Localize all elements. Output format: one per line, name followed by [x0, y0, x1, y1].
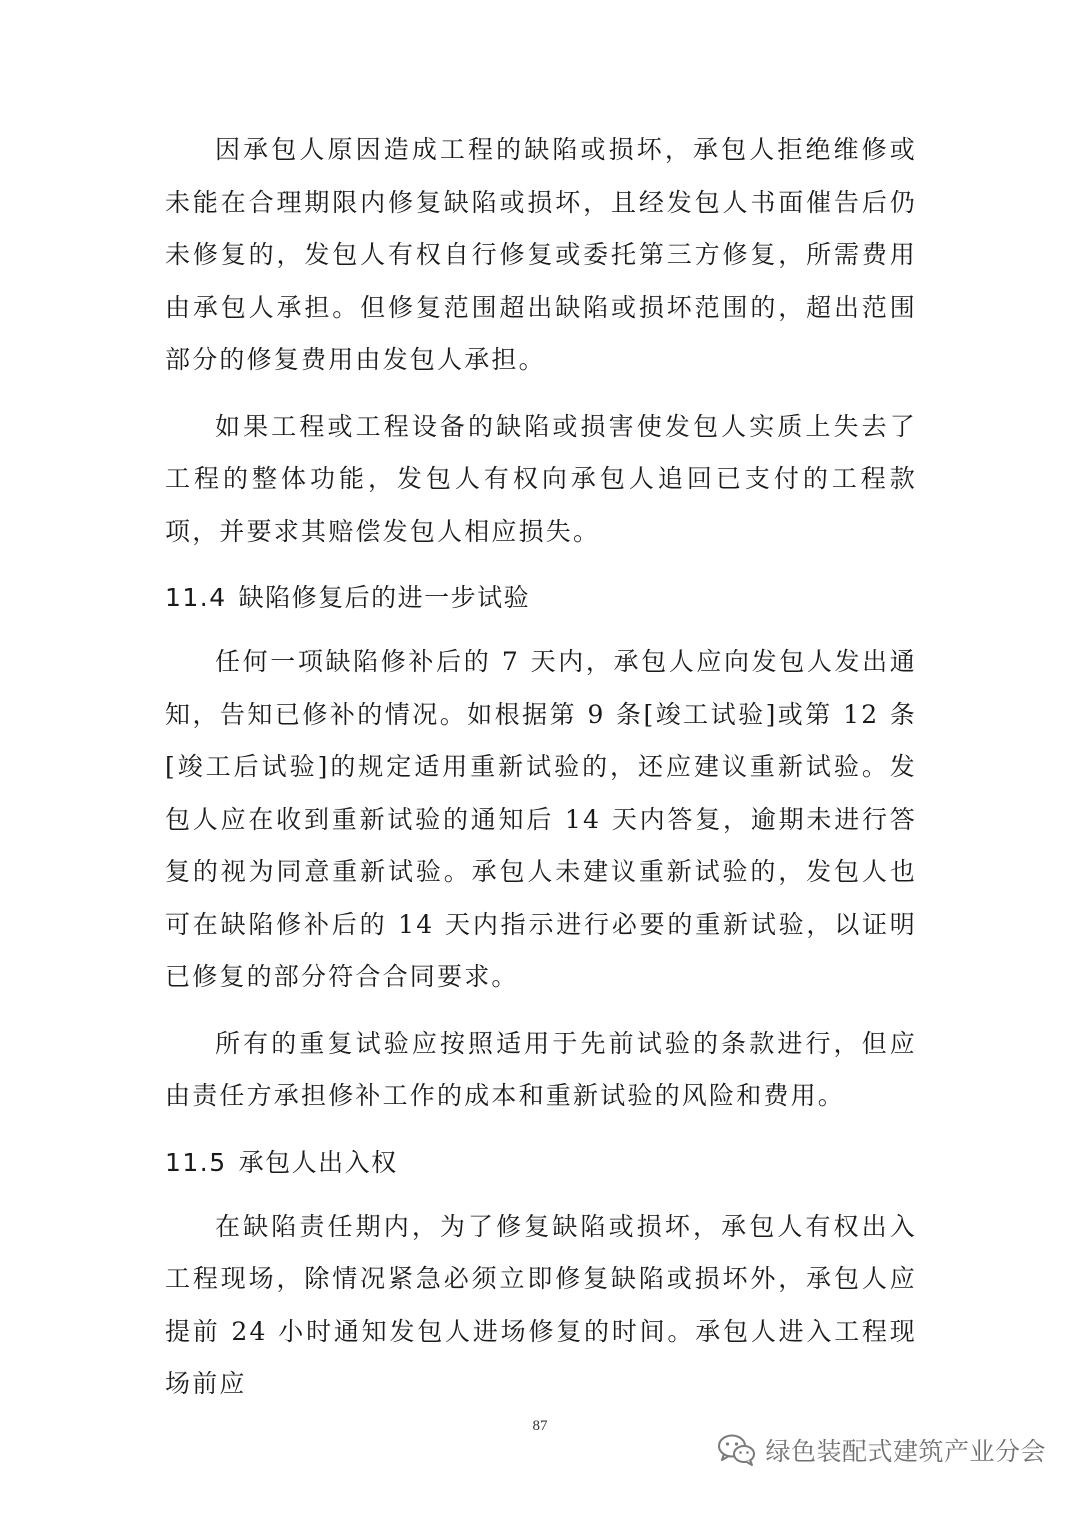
section-heading-11-5: [165, 1137, 917, 1189]
paragraph: 在缺陷责任期内，为了修复缺陷或损坏，承包人有权出入工程现场，除情况紧急必须立即修复缺陷或损坏外，承包人应提前 24 小时通知发包人进场修复的时间。承包人进入工程现场前应: [165, 1211, 917, 1398]
section-title: 缺陷修复后的进一步试验: [238, 583, 531, 612]
paragraph: 如果工程或工程设备的缺陷或损害使发包人实质上失去了工程的整体功能，发包人有权向承包人追回已支付的工程款项，并要求其赔偿发包人相应损失。: [165, 411, 917, 546]
section-heading-11-4: [165, 572, 917, 624]
page-number: 87: [532, 1418, 548, 1434]
watermark: [717, 1432, 1046, 1468]
section-number: 11.4: [165, 583, 227, 612]
section-title: 承包人出入权: [238, 1147, 398, 1177]
paragraph: 所有的重复试验应按照适用于先前试验的条款进行，但应由责任方承担修补工作的成本和重新试验的风险和费用。: [165, 1028, 917, 1110]
watermark-text: 绿色装配式建筑产业分会: [765, 1437, 1046, 1466]
paragraph: 因承包人原因造成工程的缺陷或损坏，承包人拒绝维修或未能在合理期限内修复缺陷或损坏，且经发包人书面催告后仍未修复的，发包人有权自行修复或委托第三方修复，所需费用由承包人承担。但修复范围超出缺陷或损坏范围的，超出范围部分的修复费用由发包人承担。: [165, 135, 917, 374]
section-number: 11.5: [165, 1147, 227, 1177]
document-body: [165, 124, 917, 1425]
wechat-icon: [717, 1433, 757, 1467]
paragraph: 任何一项缺陷修补后的 7 天内，承包人应向发包人发出通知，告知已修补的情况。如根据第 9 条[竣工试验]或第 12 条[竣工后试验]的规定适用重新试验的，还应建议重新试验。发包人应在收到重新试验的通知后 14 天内答复，逾期未进行答复的视为同意重新试验。承包人未建议重新试验的，发包人也可在缺陷修补后的 14 天内指示进行必要的重新试验，以证明已修复的部分符合合同要求。: [165, 647, 917, 991]
